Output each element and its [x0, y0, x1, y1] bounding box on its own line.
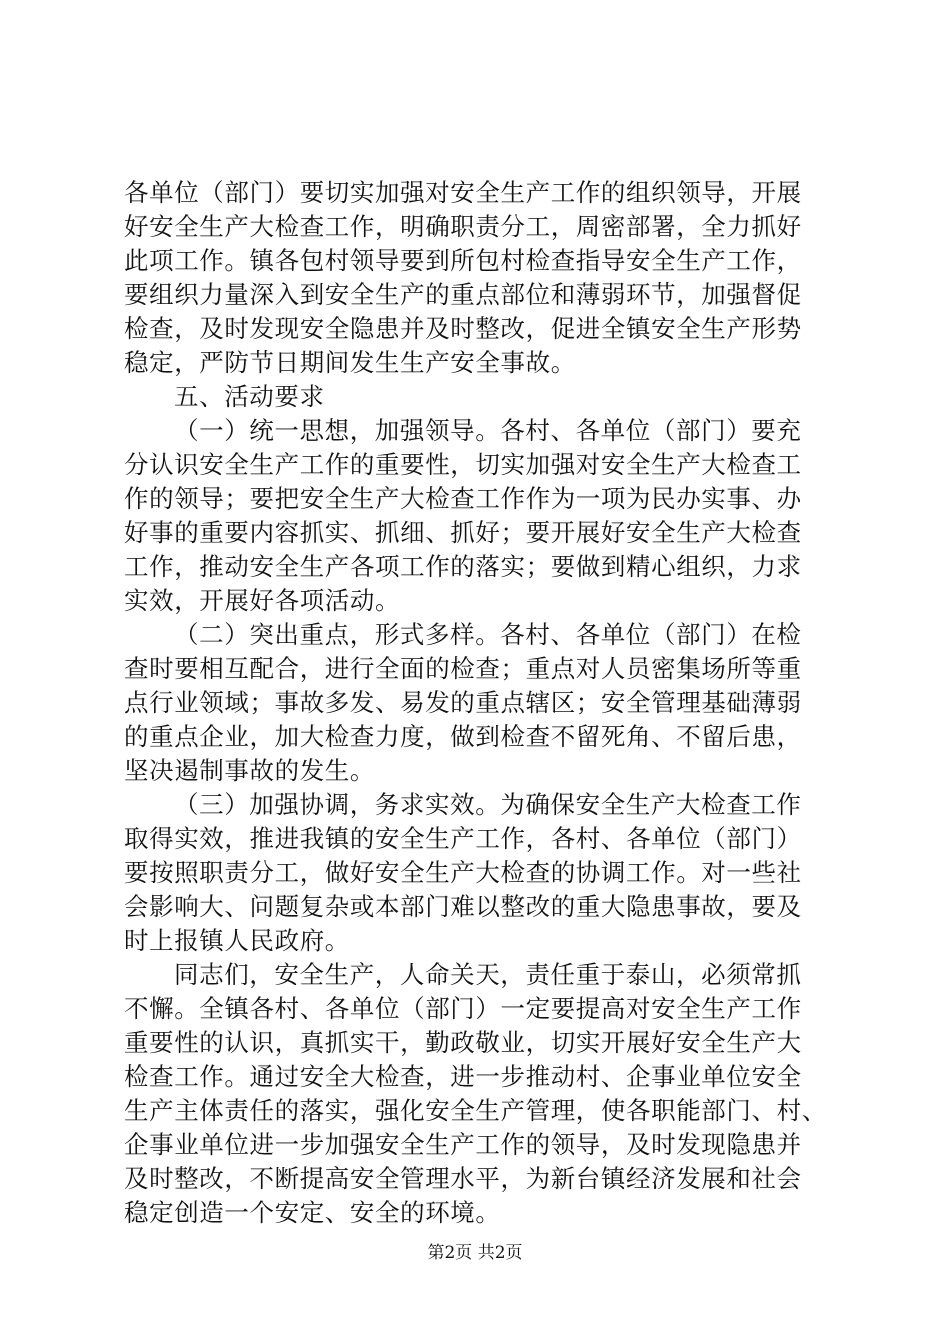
text-line: 稳定创造一个安定、安全的环境。: [124, 1198, 501, 1227]
text-line: 生产主体责任的落实，强化安全生产管理，使各职能部门、村、: [124, 1096, 827, 1125]
section-heading: 五、活动要求: [174, 382, 325, 411]
text-line: （二）突出重点，形式多样。各村、各单位（部门）在检: [174, 620, 802, 649]
text-line: 好事的重要内容抓实、抓细、抓好；要开展好安全生产大检查: [124, 518, 802, 547]
text-line: （一）统一思想，加强领导。各村、各单位（部门）要充: [174, 416, 802, 445]
text-line: 分认识安全生产工作的重要性，切实加强对安全生产大检查工: [124, 450, 802, 479]
text-line: 稳定，严防节日期间发生生产安全事故。: [124, 348, 576, 377]
text-line: 重要性的认识，真抓实干，勤政敬业，切实开展好安全生产大: [124, 1028, 802, 1057]
text-line: （三）加强协调，务求实效。为确保安全生产大检查工作: [174, 790, 802, 819]
text-line: 各单位（部门）要切实加强对安全生产工作的组织领导，开展: [124, 178, 802, 207]
document-body: [124, 176, 844, 1230]
text-line: 实效，开展好各项活动。: [124, 586, 401, 615]
text-line: 工作，推动安全生产各项工作的落实；要做到精心组织，力求: [124, 552, 802, 581]
text-line: 检查工作。通过安全大检查，进一步推动村、企事业单位安全: [124, 1062, 802, 1091]
text-line: 此项工作。镇各包村领导要到所包村检查指导安全生产工作，: [124, 246, 802, 275]
text-line: 取得实效，推进我镇的安全生产工作，各村、各单位（部门）: [124, 824, 802, 853]
text-line: 检查，及时发现安全隐患并及时整改，促进全镇安全生产形势: [124, 314, 802, 343]
text-line: 点行业领域；事故多发、易发的重点辖区；安全管理基础薄弱: [124, 688, 802, 717]
text-line: 作的领导；要把安全生产大检查工作作为一项为民办实事、办: [124, 484, 802, 513]
text-line: 及时整改，不断提高安全管理水平，为新台镇经济发展和社会: [124, 1164, 802, 1193]
text-line: 要按照职责分工，做好安全生产大检查的协调工作。对一些社: [124, 858, 802, 887]
page-number-footer: 第2页 共2页: [427, 1243, 523, 1263]
text-line: 不懈。全镇各村、各单位（部门）一定要提高对安全生产工作: [124, 994, 802, 1023]
text-line: 企事业单位进一步加强安全生产工作的领导，及时发现隐患并: [124, 1130, 802, 1159]
text-line: 的重点企业，加大检查力度，做到检查不留死角、不留后患，: [124, 722, 802, 751]
text-line: 好安全生产大检查工作，明确职责分工，周密部署，全力抓好: [124, 212, 802, 241]
text-line: 时上报镇人民政府。: [124, 926, 350, 955]
text-line: 查时要相互配合，进行全面的检查；重点对人员密集场所等重: [124, 654, 802, 683]
text-line: 要组织力量深入到安全生产的重点部位和薄弱环节，加强督促: [124, 280, 802, 309]
text-line: 会影响大、问题复杂或本部门难以整改的重大隐患事故，要及: [124, 892, 802, 921]
text-line: 同志们，安全生产，人命关天，责任重于泰山，必须常抓: [174, 960, 802, 989]
text-line: 坚决遏制事故的发生。: [124, 756, 375, 785]
